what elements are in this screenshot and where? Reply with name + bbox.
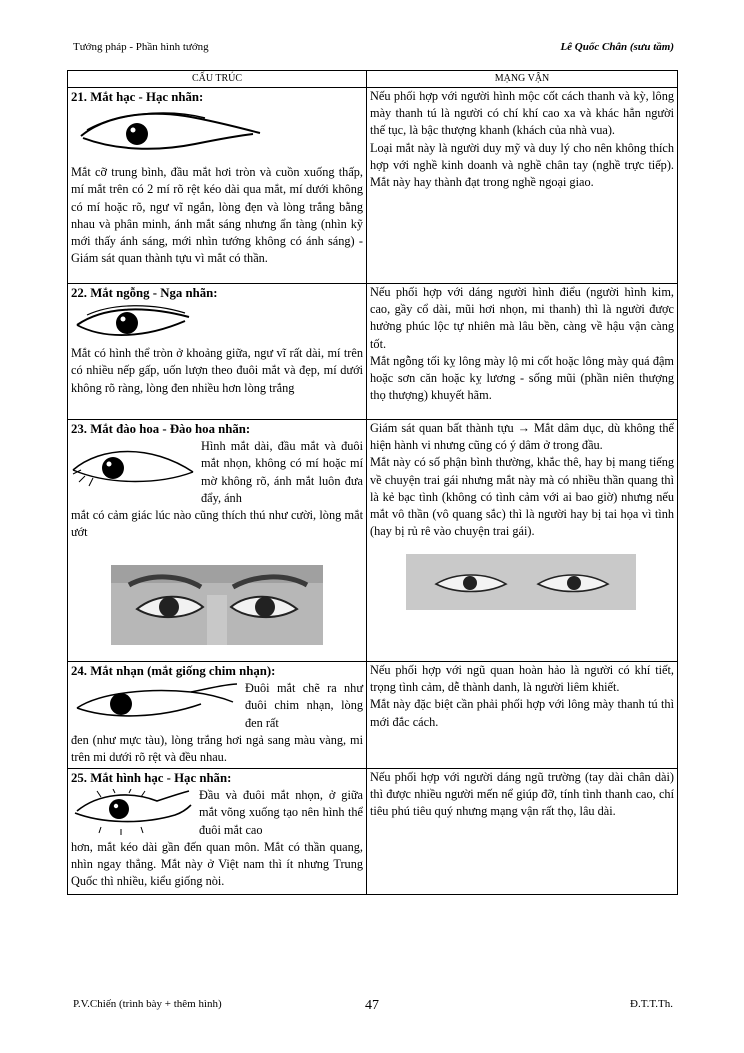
fate-cell: Nếu phối hợp với người hình mộc cốt cách thanh và kỳ, lông mày thanh tú là người có chí khí cao xa và khác hẳn người thế tục, là bậc thượng khanh (khách của nhà vua). Loại mắt này là người duy mỹ và duy lý cho nên không thích hợp với nghề kinh doanh và nghề chân tay (nghề trực tiếp). Mắt này hay thành đạt trong nghề ngoại giao. — [367, 88, 678, 284]
footer-left: P.V.Chiến (trình bày + thêm hình) — [73, 998, 222, 1010]
table-row — [68, 420, 678, 662]
structure-cell — [68, 284, 367, 420]
table-row — [68, 284, 678, 420]
fate-text: Giám sát quan bất thành tựu → Mắt dâm dục, dù không thể hiện hành vi nhưng cũng có ý dâm ở trong đầu. Mắt này có số phận bình thường, khắc thê, hay bị mang tiếng về chuyện trai gái nhưng mắt này mà có nhiều thần quang thì là kẻ bạc tình (không có tình cảm với ai bao giờ) nhưng nếu mắt vô thần (vô quang sắc) thì là người hay bị tai họa vì tình (hay bị rủ rê vào chuyện trai gái). — [370, 421, 674, 539]
swallow-eye-drawing — [71, 682, 239, 722]
structure-cell — [68, 662, 367, 769]
table-header-row — [68, 71, 678, 88]
peach-blossom-eye-drawing — [71, 440, 195, 490]
col-header-fate: MẠNG VẬN — [367, 71, 678, 88]
row-title: 22. Mắt ngỗng - Nga nhãn: — [71, 286, 218, 300]
header-left: Tướng pháp - Phần hình tướng — [73, 41, 209, 53]
row-description: hơn, mắt kéo dài gần đến quan môn. Mắt có thần quang, nhìn ngay thẳng. Mắt này ở Việt nam thì ít nhưng Trung Quốc thì nhiều, kiểu giống nòi. — [71, 839, 363, 889]
footer-right: Đ.T.T.Th. — [630, 998, 673, 1010]
fate-cell — [367, 420, 678, 662]
row-description: mắt có cảm giác lúc nào cũng thích thú như cười, lòng mắt ướt — [71, 508, 363, 540]
row-description-side: Hình mắt dài, đầu mắt và đuôi mắt nhọn, không có mí hoặc mí mờ không rõ, ánh mắt luôn đưa đẩy, ánh — [201, 439, 363, 505]
row-description: Mắt cỡ trung bình, đầu mắt hơi tròn và cuồn xuống thấp, mí mắt trên có 2 mí rõ rệt kéo dài qua mắt, mí dưới không có mí hoặc rõ, ngư vĩ ngắn, lòng đẹn và lòng trắng bằng nhau và phân minh, ánh mắt sáng nhưng ẩn tàng (nhìn kỹ mới thấy ánh sáng, mới nhìn tướng không có ánh sáng) - Giám sát quan thành tựu vì mắt có thần. — [71, 165, 363, 266]
row-title: 21. Mắt hạc - Hạc nhãn: — [71, 90, 204, 104]
crane-eye-drawing — [75, 108, 265, 156]
table-row — [68, 662, 678, 769]
eye-types-table — [67, 70, 678, 895]
table-row — [68, 769, 678, 895]
row-description: đen (như mực tàu), lòng trắng hơi ngả sang màu vàng, mi trên mi dưới rõ rệt và đều nhau. — [71, 732, 363, 765]
fate-cell: Nếu phối hợp với ngũ quan hoàn hảo là người có khí tiết, trọng tình cảm, dễ thành danh, là người liêm khiết. Mắt này đặc biệt cần phải phối hợp với lông mày thanh tú thì mới đắc cách. — [367, 662, 678, 769]
structure-cell — [68, 769, 367, 895]
row-title: 24. Mắt nhạn (mắt giống chim nhạn): — [71, 664, 276, 678]
row-description: Mắt có hình thể tròn ở khoảng giữa, ngư vĩ rất dài, mí trên có nhiều nếp gấp, uốn lượn theo đuôi mắt và đẹp, mí dưới không rõ ràng, lòng đen nhiều hơn lòng trắng — [71, 346, 363, 395]
eyes-photo — [111, 565, 323, 645]
structure-cell — [68, 420, 367, 662]
row-description-side: Đầu và đuôi mắt nhọn, ở giữa mắt võng xuống tạo nên hình thể đuôi mắt cao — [199, 788, 363, 837]
fate-cell: Nếu phối hợp với dáng người hình điểu (người hình kim, cao, gầy cổ dài, mũi hơi nhọn, mi thanh) thì là người được hưởng phúc lộc tự nhiên mà lâu bền, càng về hậu vận càng tốt. Mắt ngỗng tối kỵ lông mày lộ mi cốt hoặc lông mày quá đậm hoặc sơn căn hoặc kỵ lương - sống mũi (phần niên thượng thọ thượng) khuyết hãm. — [367, 284, 678, 420]
col-header-structure: CẤU TRÚC — [68, 71, 367, 88]
row-title: 25. Mắt hình hạc - Hạc nhãn: — [71, 771, 232, 785]
page-number: 47 — [365, 998, 379, 1013]
goose-eye-drawing — [73, 303, 193, 341]
structure-cell — [68, 88, 367, 284]
header-right: Lê Quốc Chân (sưu tầm) — [560, 41, 674, 53]
row-title: 23. Mắt đào hoa - Đào hoa nhãn: — [71, 422, 251, 436]
crane-shape-eye-drawing — [71, 789, 193, 835]
eyes-photo — [406, 554, 636, 610]
table-row — [68, 88, 678, 284]
fate-cell: Nếu phối hợp với người dáng ngũ trường (tay dài chân dài) thì được nhiều người mến nể giúp đỡ, tính tình thanh cao, chí tiêu phú tiêu quý nhưng mạng vận rất thọ, lâu dài. — [367, 769, 678, 895]
row-description-side: Đuôi mắt chẽ ra như đuôi chim nhạn, lòng đen rất — [245, 681, 363, 730]
